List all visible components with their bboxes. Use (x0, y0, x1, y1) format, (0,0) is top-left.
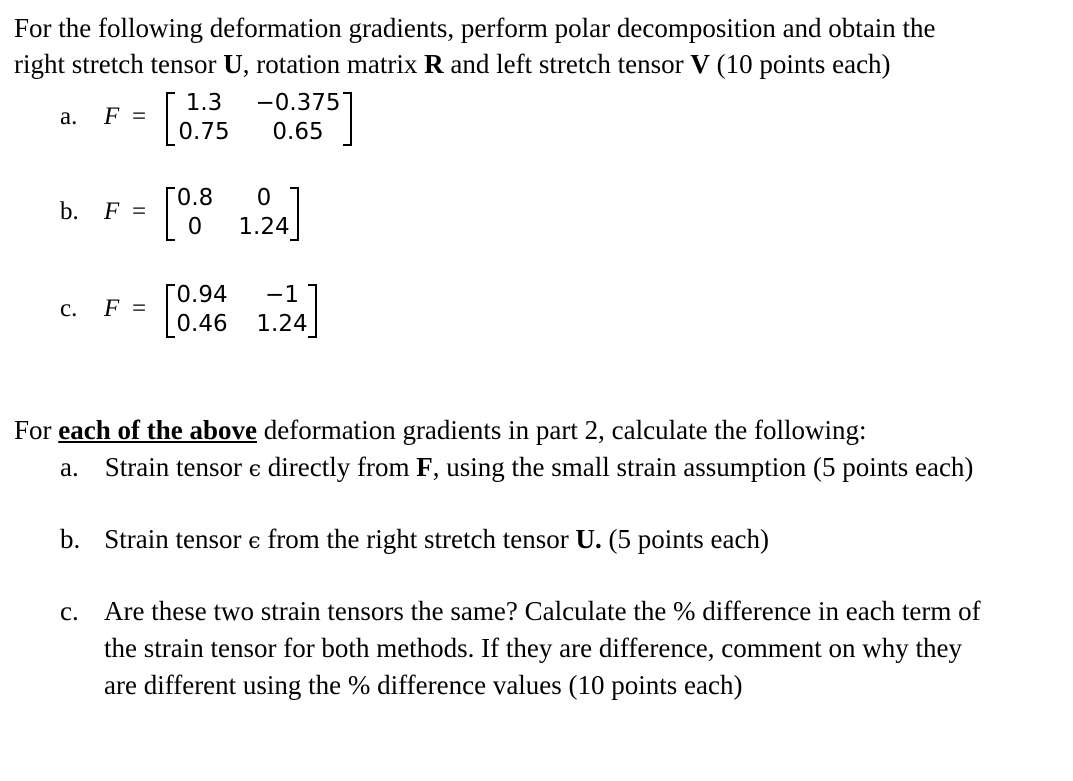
var-F: F (104, 103, 120, 130)
cell-12: −1 (265, 282, 299, 308)
item-text: from the right stretch tensor (260, 524, 576, 554)
symbol-U: U (223, 49, 243, 79)
matrix-b (0, 183, 400, 243)
cell-21: 0 (187, 214, 203, 240)
symbol-V: V (690, 49, 710, 79)
matrix-c (0, 280, 400, 340)
var-F: F (104, 295, 120, 322)
part2-item-b (60, 523, 769, 558)
symbol-F: F (416, 452, 433, 482)
part2-item-c-line-3: are different using the % difference values (10 points each) (104, 670, 743, 700)
part2-intro (14, 414, 867, 446)
cell-22: 0.65 (272, 119, 324, 145)
symbol-R: R (424, 49, 444, 79)
cell-12: 0 (256, 185, 272, 211)
matrix-cells (174, 280, 312, 340)
underlined-phrase: each of the above (58, 415, 257, 445)
intro-text: For (14, 415, 59, 445)
cell-22: 1.24 (238, 214, 290, 240)
item-text: , using the small strain assumption (5 points each) (432, 452, 974, 482)
cell-11: 1.3 (185, 90, 223, 116)
part2-item-c-label: c. (60, 596, 79, 626)
intro-text: , rotation matrix (242, 49, 425, 79)
matrix-cells (174, 183, 294, 243)
item-label: b. (60, 198, 79, 225)
cell-21: 0.75 (178, 119, 230, 145)
cell-12: −0.375 (255, 90, 341, 116)
item-label: a. (60, 452, 79, 482)
item-text: (5 points each) (601, 524, 769, 554)
intro-text: and left stretch tensor (443, 49, 691, 79)
matrix-a (0, 88, 400, 148)
item-text: Strain tensor (104, 524, 249, 554)
var-F: F (104, 198, 120, 225)
cell-11: 0.8 (176, 185, 214, 211)
intro-line-2 (14, 48, 891, 80)
epsilon-symbol: ϵ (248, 457, 262, 482)
intro-text: right stretch tensor (14, 49, 224, 79)
part2-item-c-line-2: the strain tensor for both methods. If they are difference, comment on why they (104, 633, 962, 663)
cell-11: 0.94 (176, 282, 228, 308)
part2-item-c-line-1: Are these two strain tensors the same? Calculate the % difference in each term of (104, 596, 981, 626)
item-label: b. (60, 524, 81, 554)
cell-22: 1.24 (256, 311, 308, 337)
equals-sign: = (132, 295, 147, 322)
epsilon-symbol: ϵ (248, 529, 261, 554)
symbol-U: U. (575, 524, 602, 554)
cell-21: 0.46 (176, 311, 228, 337)
equals-sign: = (132, 103, 147, 130)
item-label: c. (60, 295, 78, 322)
part2-item-a (60, 451, 973, 486)
intro-text: deformation gradients in part 2, calculate the following: (256, 415, 867, 445)
right-bracket (343, 92, 352, 146)
item-text: directly from (261, 452, 417, 482)
equals-sign: = (132, 198, 147, 225)
item-label: a. (60, 103, 78, 130)
matrix-cells (174, 88, 344, 148)
intro-text: (10 points each) (709, 49, 891, 79)
item-text: Strain tensor (104, 452, 249, 482)
intro-line-1: For the following deformation gradients, perform polar decomposition and obtain the (14, 13, 936, 43)
